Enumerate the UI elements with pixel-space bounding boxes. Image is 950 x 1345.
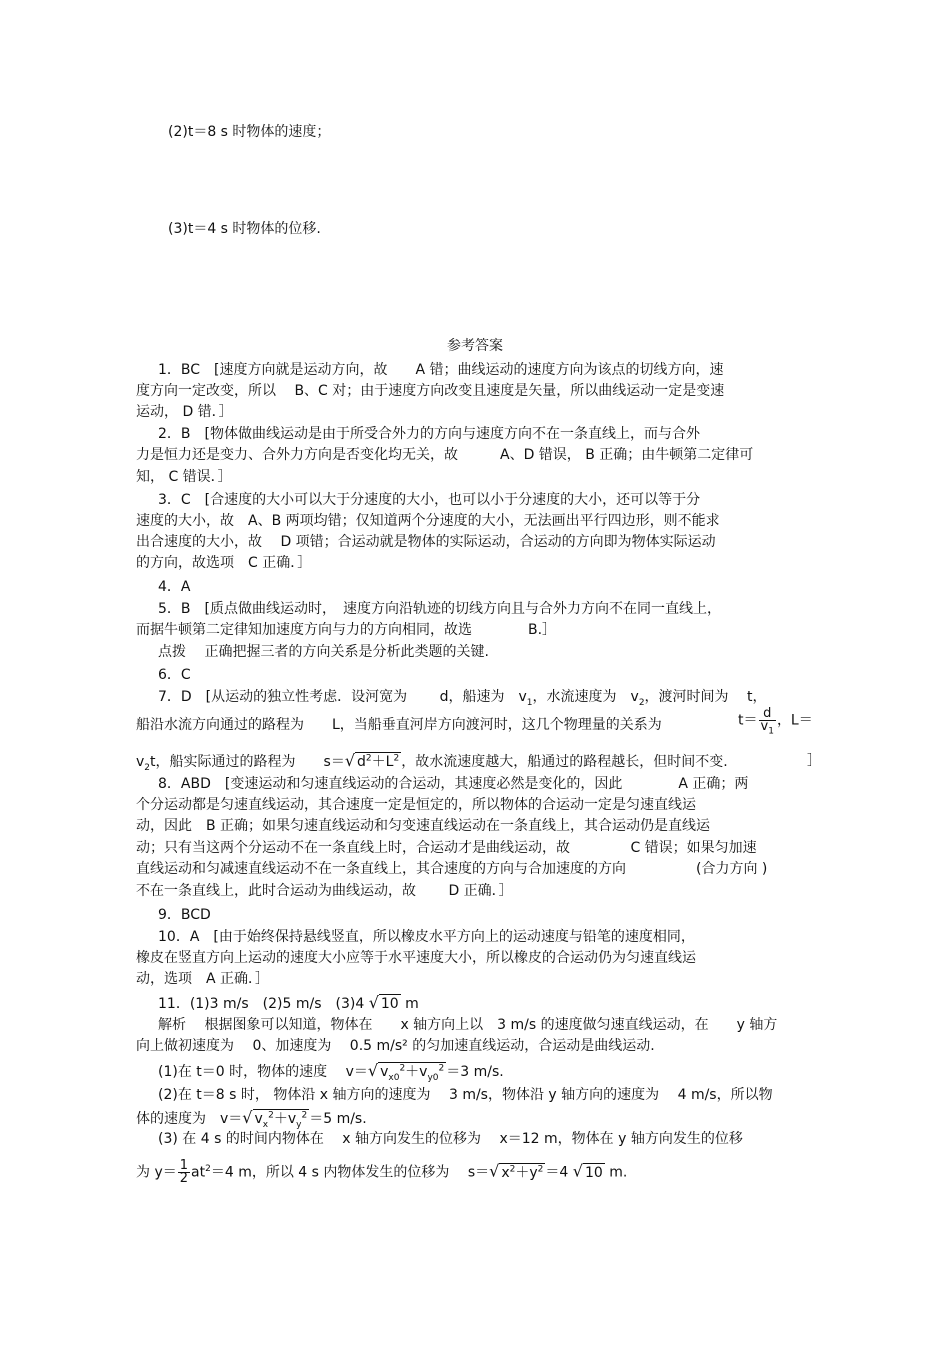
a7-text-a: 7．D [从运动的独立性考虑．设河宽为 d，船速为 v bbox=[158, 689, 527, 705]
answer-3-line-3: 出合速度的大小，故 D 项错；合运动就是物体的实际运动，合运动的方向即为物体实际运动 bbox=[136, 534, 716, 550]
a11-l8-unit: m. bbox=[609, 1164, 628, 1181]
sqrt-d2-l2: $d^2+L^2$ bbox=[357, 753, 400, 770]
answer-7-line-1: 7．D [从运动的独立性考虑．设河宽为 d，船速为 $v_1$，水流速度为 $v_2$，渡河时间为 t， bbox=[158, 689, 767, 708]
answer-8-line-1: 8．ABD [变速运动和匀速直线运动的合运动，其速度必然是变化的，因此 A 正确；两 bbox=[158, 776, 749, 792]
answer-7-close: ］ bbox=[807, 753, 821, 769]
sqrt-10-final: 10 bbox=[584, 1164, 603, 1181]
a7-v2: v bbox=[136, 754, 145, 770]
answer-6: 6．C bbox=[158, 667, 191, 683]
answer-5-line-1: 5．B [质点做曲线运动时， 速度方向沿轨迹的切线方向且与合外力方向不在同一直线上， bbox=[158, 601, 721, 617]
sqrt-x2-y2: $x^2+y^2$ bbox=[501, 1163, 544, 1181]
answer-11-line-7: (3) 在 4 s 的时间内物体在 x 轴方向发生的位移为 x＝12 m，物体在 y 轴方向发生的位移 bbox=[158, 1131, 743, 1147]
answer-2-line-2: 力是恒力还是变力、合外力方向是否变化均无关，故 A、D 错误， B 正确；由牛顿第二定律可 bbox=[136, 447, 754, 463]
a11-l6-text: 体的速度为 v＝ bbox=[136, 1111, 243, 1127]
d-over-v1-fraction: $\frac{d}{v_1}$ bbox=[760, 706, 774, 737]
a11-at: at bbox=[191, 1164, 206, 1181]
a7-text-c: ，渡河时间为 t， bbox=[644, 689, 767, 705]
answer-11-line-6: 体的速度为 v＝√ $v_x^2+v_y^2 =5$ m/s. bbox=[136, 1108, 367, 1130]
a11-l8-eq: ＝4 bbox=[545, 1164, 569, 1181]
sqrt-vx-vy: $v_x^2+v_y^2$ bbox=[254, 1110, 308, 1130]
answer-1-line-3: 运动， D 错．］ bbox=[136, 404, 233, 420]
answer-8-line-2: 个分运动都是匀速直线运动，其合速度一定是恒定的，所以物体的合运动一定是匀速直线运 bbox=[136, 797, 696, 813]
a7-l3-text: t，船实际通过的路程为 s＝ bbox=[150, 754, 345, 770]
answer-3-line-2: 速度的大小，故 A、B 两项均错；仅知道两个分速度的大小，无法画出平行四边形，则不能求 bbox=[136, 513, 720, 529]
answer-8-line-3: 动，因此 B 正确；如果匀速直线运动和匀变速直线运动在一条直线上，其合运动仍是直线运 bbox=[136, 818, 711, 834]
answer-8-line-6: 不在一条直线上，此时合运动为曲线运动，故 D 正确．］ bbox=[136, 883, 513, 899]
answer-11-line-4: (1)在 t＝0 时，物体的速度 v＝√ $v_{x0}^2+v_{y0}^2 =3$ m/s. bbox=[158, 1061, 504, 1083]
answer-10-line-1: 10．A [由于始终保持悬线竖直，所以橡皮水平方向上的运动速度与铅笔的速度相同， bbox=[158, 929, 695, 945]
answer-2-line-1: 2．B [物体做曲线运动是由于所受合外力的方向与速度方向不在一条直线上，而与合外 bbox=[158, 426, 700, 442]
answer-8-line-5: 直线运动和匀减速直线运动不在一条直线上，其合速度的方向与合加速度的方向 (合力方向 ) bbox=[136, 861, 768, 877]
a11-l4-text: (1)在 t＝0 时，物体的速度 v＝ bbox=[158, 1064, 368, 1080]
a11-l6-result: ＝5 m/s. bbox=[309, 1111, 367, 1127]
answer-5-line-2: 而据牛顿第二定律知加速度方向与力的方向相同，故选 B.］ bbox=[136, 622, 557, 638]
answer-2-line-3: 知， C 错误．］ bbox=[136, 469, 232, 485]
answer-9: 9．BCD bbox=[158, 907, 211, 923]
answer-7-formula-t bbox=[738, 706, 813, 737]
answer-11-line-8: 为 y＝ $\frac{1}{2}$ $at^2=4$ m，所以 4 s 内物体发生的位移为 s＝√ $x^2+y^2 =4$ √ 10 m. bbox=[136, 1158, 628, 1186]
answer-10-line-2: 橡皮在竖直方向上运动的速度大小应等于水平速度大小，所以橡皮的合运动仍为匀速直线运 bbox=[136, 950, 696, 966]
answer-7-line-2 bbox=[136, 716, 662, 734]
a7-t-eq: t＝ bbox=[738, 712, 758, 729]
answer-1-line-1: 1．BC [速度方向就是运动方向，故 A 错；曲线运动的速度方向为该点的切线方向，速 bbox=[158, 362, 724, 378]
a7-l3-rest: ，故水流速度越大，船通过的路程越长，但时间不变. bbox=[401, 754, 728, 770]
sqrt-10: 10 bbox=[380, 996, 399, 1012]
sqrt-vx0-vy0: $v_{x0}^2+v_{y0}^2$ bbox=[380, 1063, 445, 1083]
one-half-fraction: $\frac{1}{2}$ bbox=[179, 1158, 189, 1186]
answer-7-line-3: $v_2t$，船实际通过的路程为 s＝√ $d^2+L^2$ ，故水流速度越大，船通过的路程越长，但时间不变. bbox=[136, 751, 728, 773]
answer-8-line-4: 动；只有当这两个分运动不在一条直线上时，合运动才是曲线运动，故 C 错误；如果匀加速 bbox=[136, 840, 757, 856]
a7-text-b: ，水流速度为 v bbox=[532, 689, 639, 705]
answer-10-line-3: 动，选项 A 正确．］ bbox=[136, 971, 270, 987]
answer-11-line-1: 11．(1)3 m/s (2)5 m/s (3)4 √ 10 m bbox=[158, 993, 419, 1012]
answer-11-line-5: (2)在 t＝8 s 时， 物体沿 x 轴方向的速度为 3 m/s，物体沿 y 轴方向的速度为 4 m/s，所以物 bbox=[158, 1087, 773, 1103]
answer-1-line-2: 度方向一定改变，所以 B、C 对；由于速度方向改变且速度是矢量，所以曲线运动一定是变速 bbox=[136, 383, 725, 399]
answers-title: 参考答案 bbox=[447, 338, 503, 354]
answer-5-tip: 点拨 正确把握三者的方向关系是分析此类题的关键. bbox=[158, 644, 489, 660]
question-3: (3)t＝4 s 时物体的位移. bbox=[168, 221, 321, 237]
a11-answers: 11．(1)3 m/s (2)5 m/s (3)4 bbox=[158, 996, 365, 1012]
answer-11-line-3: 向上做初速度为 0、加速度为 0.5 m/s² 的匀加速直线运动，合运动是曲线运动. bbox=[136, 1038, 655, 1054]
answer-11-line-2: 解析 根据图象可以知道，物体在 x 轴方向上以 3 m/s 的速度做匀速直线运动，在 y 轴方 bbox=[158, 1017, 778, 1033]
answer-3-line-4: 的方向，故选项 C 正确．］ bbox=[136, 555, 312, 571]
a11-l4-result: ＝3 m/s. bbox=[446, 1064, 504, 1080]
question-2: (2)t＝8 s 时物体的速度； bbox=[168, 124, 331, 140]
a11-unit: m bbox=[405, 996, 419, 1012]
a7-l2-text: 船沿水流方向通过的路程为 L，当船垂直河岸方向渡河时，这几个物理量的关系为 bbox=[136, 717, 662, 733]
a7-l-eq: ，L＝ bbox=[776, 712, 813, 729]
a11-l8-text: 为 y＝ bbox=[136, 1164, 177, 1181]
answer-3-line-1: 3．C [合速度的大小可以大于分速度的大小，也可以小于分速度的大小，还可以等于分 bbox=[158, 492, 701, 508]
answer-4: 4．A bbox=[158, 579, 191, 595]
a11-l8-mid: ＝4 m，所以 4 s 内物体发生的位移为 s＝ bbox=[210, 1164, 490, 1181]
